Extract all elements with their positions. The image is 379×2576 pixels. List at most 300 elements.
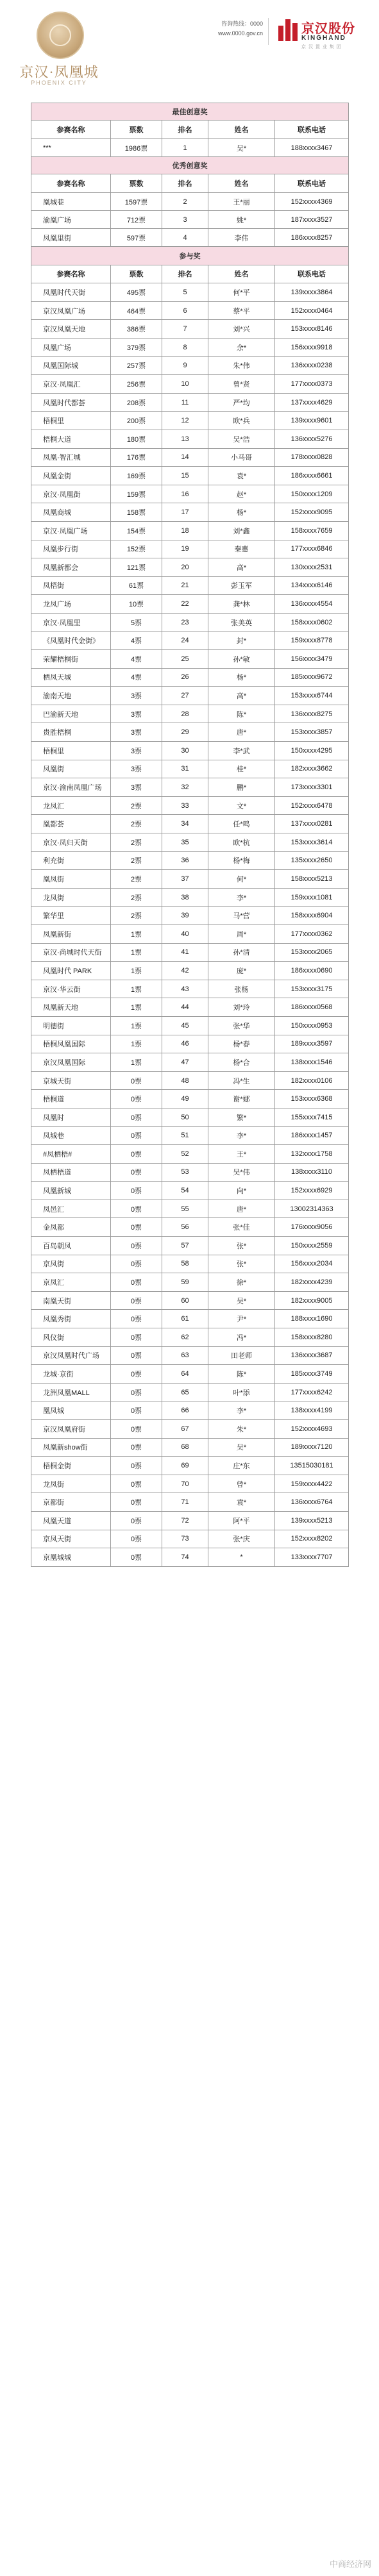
person-cell: 庄*东	[208, 1457, 275, 1475]
table-row	[31, 1126, 349, 1145]
table-row	[31, 723, 349, 742]
phone-cell: 186xxxx1457	[275, 1126, 349, 1145]
table-row	[31, 1291, 349, 1310]
entry-name-cell: 梧桐金街	[31, 1457, 111, 1475]
rank-cell: 57	[162, 1237, 208, 1255]
entry-name-cell: 凤梧街	[31, 576, 111, 595]
votes-cell: 0票	[111, 1493, 162, 1512]
rank-cell: 10	[162, 375, 208, 394]
person-cell: 唐*	[208, 723, 275, 742]
entry-name-cell: 栖凤天城	[31, 668, 111, 687]
rank-cell: 1	[162, 139, 208, 157]
page-header	[0, 0, 379, 96]
person-cell: 李*	[208, 1401, 275, 1420]
table-row	[31, 924, 349, 943]
votes-cell: 61票	[111, 576, 162, 595]
phone-cell: 158xxxx5213	[275, 870, 349, 889]
votes-cell: 1票	[111, 1016, 162, 1035]
table-row	[31, 943, 349, 962]
entry-name-cell: 利充街	[31, 851, 111, 870]
table-row	[31, 1237, 349, 1255]
person-cell: 赵*	[208, 485, 275, 503]
person-cell: 文*	[208, 796, 275, 815]
votes-cell: 2票	[111, 796, 162, 815]
table-row	[31, 1090, 349, 1108]
entry-name-cell: 京汉·凤归天街	[31, 833, 111, 852]
entry-name-cell: 凤凰时	[31, 1108, 111, 1126]
table-row	[31, 467, 349, 485]
votes-cell: 0票	[111, 1145, 162, 1164]
rank-cell: 72	[162, 1511, 208, 1530]
rank-cell: 49	[162, 1090, 208, 1108]
person-cell: 袁*	[208, 467, 275, 485]
phone-cell: 176xxxx9056	[275, 1218, 349, 1237]
phone-cell: 186xxxx8257	[275, 229, 349, 247]
entry-name-cell: 凤邑汇	[31, 1200, 111, 1218]
rank-cell: 15	[162, 467, 208, 485]
person-cell: 袁*	[208, 1493, 275, 1512]
rank-cell: 67	[162, 1420, 208, 1439]
person-cell: 高*	[208, 558, 275, 577]
rank-cell: 30	[162, 742, 208, 760]
rank-cell: 42	[162, 962, 208, 980]
phone-cell: 152xxxx0464	[275, 301, 349, 320]
rank-cell: 74	[162, 1548, 208, 1567]
votes-cell: 1票	[111, 924, 162, 943]
table-row	[31, 1493, 349, 1512]
person-cell: 向*	[208, 1182, 275, 1200]
votes-cell: 0票	[111, 1401, 162, 1420]
rank-cell: 58	[162, 1255, 208, 1273]
entry-name-cell: #凤栖梧#	[31, 1145, 111, 1164]
votes-cell: 256票	[111, 375, 162, 394]
phone-cell: 159xxxx8778	[275, 631, 349, 650]
excellent-section	[31, 157, 349, 247]
votes-cell: 3票	[111, 705, 162, 723]
entry-name-cell: 梧桐道	[31, 1090, 111, 1108]
rank-cell: 39	[162, 907, 208, 925]
votes-cell: 208票	[111, 393, 162, 412]
rank-cell: 44	[162, 998, 208, 1017]
votes-cell: 3票	[111, 723, 162, 742]
person-cell: 张*	[208, 1237, 275, 1255]
phone-cell: 153xxxx3614	[275, 833, 349, 852]
entry-name-cell: 凤凰街	[31, 760, 111, 778]
entry-name-cell: 京汉·凤凰广场	[31, 521, 111, 540]
person-cell: 阿*平	[208, 1511, 275, 1530]
votes-cell: 2票	[111, 815, 162, 833]
watermark: 中商经济网	[329, 2559, 371, 2569]
votes-cell: 169票	[111, 467, 162, 485]
votes-cell: 158票	[111, 503, 162, 522]
person-cell: 张*庆	[208, 1530, 275, 1548]
entry-name-cell: 京汉凤凰时代广场	[31, 1346, 111, 1365]
person-cell: 周*	[208, 924, 275, 943]
table-row	[31, 870, 349, 889]
phone-cell: 186xxxx0568	[275, 998, 349, 1017]
entry-name-cell: 渝南天地	[31, 687, 111, 705]
votes-cell: 464票	[111, 301, 162, 320]
table-row	[31, 1218, 349, 1237]
rank-cell: 64	[162, 1365, 208, 1384]
entry-name-cell: 凰都荟	[31, 815, 111, 833]
header-person: 姓名	[208, 121, 275, 139]
entry-name-cell: 凤栖梧道	[31, 1163, 111, 1182]
entry-name-cell: 凤城巷	[31, 1126, 111, 1145]
table-row	[31, 139, 349, 157]
entry-name-cell: 京凤天街	[31, 1530, 111, 1548]
entry-name-cell: 凰凤城	[31, 1401, 111, 1420]
person-cell: 唐*	[208, 1200, 275, 1218]
kinghand-logo	[277, 14, 367, 53]
phone-cell: 153xxxx3175	[275, 980, 349, 998]
votes-cell: 1票	[111, 1053, 162, 1072]
table-row	[31, 1145, 349, 1164]
phone-cell: 158xxxx8280	[275, 1328, 349, 1347]
rank-cell: 9	[162, 356, 208, 375]
header-votes: 票数	[111, 121, 162, 139]
person-cell: 吴*	[208, 139, 275, 157]
table-row	[31, 1182, 349, 1200]
entry-name-cell: 荣耀梧桐街	[31, 650, 111, 669]
entry-name-cell: 凤凰金街	[31, 467, 111, 485]
phone-cell: 187xxxx3527	[275, 211, 349, 229]
votes-cell: 0票	[111, 1475, 162, 1493]
table-row	[31, 815, 349, 833]
phoenix-emblem-icon	[37, 12, 84, 59]
rank-cell: 31	[162, 760, 208, 778]
entry-name-cell: 金凤都	[31, 1218, 111, 1237]
person-cell: 田老师	[208, 1346, 275, 1365]
phone-cell: 177xxxx6846	[275, 540, 349, 558]
table-row	[31, 1200, 349, 1218]
entry-name-cell: 凰凤街	[31, 870, 111, 889]
entry-name-cell: 京汉凤凰府街	[31, 1420, 111, 1439]
votes-cell: 0票	[111, 1530, 162, 1548]
rank-cell: 3	[162, 211, 208, 229]
phone-cell: 137xxxx4629	[275, 393, 349, 412]
person-cell: 李*武	[208, 742, 275, 760]
votes-cell: 0票	[111, 1310, 162, 1328]
votes-cell: 5票	[111, 613, 162, 631]
rank-cell: 60	[162, 1291, 208, 1310]
entry-name-cell: 凤凰新show街	[31, 1438, 111, 1457]
entry-name-cell: 龙凤汇	[31, 796, 111, 815]
rank-cell: 21	[162, 576, 208, 595]
table-row	[31, 393, 349, 412]
votes-cell: 3票	[111, 760, 162, 778]
table-row	[31, 962, 349, 980]
entry-name-cell: 凤凰国际城	[31, 356, 111, 375]
entry-name-cell: 凤凰天道	[31, 1511, 111, 1530]
table-row	[31, 1401, 349, 1420]
header-person: 姓名	[208, 174, 275, 193]
person-cell: 彭玉军	[208, 576, 275, 595]
entry-name-cell: 梧桐大道	[31, 430, 111, 448]
contact-website: www.0000.gov.cn	[218, 30, 263, 37]
entry-name-cell: 繁华里	[31, 907, 111, 925]
votes-cell: 0票	[111, 1218, 162, 1237]
entry-name-cell: 凤凰时代 PARK	[31, 962, 111, 980]
phone-cell: 152xxxx4369	[275, 193, 349, 211]
table-row	[31, 998, 349, 1017]
phone-cell: 139xxxx3864	[275, 283, 349, 302]
votes-cell: 0票	[111, 1126, 162, 1145]
table-row	[31, 595, 349, 614]
logo-title: 京汉·凤凰城	[19, 64, 99, 80]
phone-cell: 182xxxx9005	[275, 1291, 349, 1310]
phone-cell: 159xxxx4422	[275, 1475, 349, 1493]
person-cell: 刘*兴	[208, 320, 275, 339]
votes-cell: 10票	[111, 595, 162, 614]
phone-cell: 136xxxx3687	[275, 1346, 349, 1365]
person-cell: 孙*清	[208, 943, 275, 962]
entry-name-cell: 凤凰时代都荟	[31, 393, 111, 412]
entry-name-cell: 凤凰步行街	[31, 540, 111, 558]
header-entry-name: 参赛名称	[31, 121, 111, 139]
table-row	[31, 412, 349, 430]
person-cell: 李*	[208, 888, 275, 907]
entry-name-cell: 凤凰新天地	[31, 998, 111, 1017]
person-cell: 张*	[208, 1255, 275, 1273]
rank-cell: 26	[162, 668, 208, 687]
phone-cell: 134xxxx6146	[275, 576, 349, 595]
entry-name-cell: 京汉凤凰天地	[31, 320, 111, 339]
brand-name-cn: 京汉股份	[301, 22, 355, 36]
votes-cell: 1票	[111, 943, 162, 962]
votes-cell: 1票	[111, 962, 162, 980]
rank-cell: 50	[162, 1108, 208, 1126]
table-row	[31, 1457, 349, 1475]
rank-cell: 63	[162, 1346, 208, 1365]
phone-cell: 152xxxx9095	[275, 503, 349, 522]
person-cell: 杨*春	[208, 1035, 275, 1053]
votes-cell: 1986票	[111, 139, 162, 157]
table-row	[31, 229, 349, 247]
results-table	[31, 103, 349, 1567]
votes-cell: 0票	[111, 1511, 162, 1530]
entry-name-cell: 京汉凤凰国际	[31, 1053, 111, 1072]
table-row	[31, 796, 349, 815]
table-row	[31, 1365, 349, 1384]
votes-cell: 4票	[111, 650, 162, 669]
table-row	[31, 338, 349, 356]
section-title-row	[31, 247, 349, 265]
table-row	[31, 888, 349, 907]
table-row	[31, 1511, 349, 1530]
votes-cell: 152票	[111, 540, 162, 558]
rank-cell: 2	[162, 193, 208, 211]
section-title: 参与奖	[31, 247, 349, 265]
votes-cell: 597票	[111, 229, 162, 247]
section-title: 优秀创意奖	[31, 157, 349, 174]
person-cell: 陈*	[208, 1365, 275, 1384]
table-row	[31, 356, 349, 375]
person-cell: 尹*	[208, 1310, 275, 1328]
entry-name-cell: 巴渝新天地	[31, 705, 111, 723]
table-row	[31, 430, 349, 448]
table-row	[31, 668, 349, 687]
entry-name-cell: 凤凰新都会	[31, 558, 111, 577]
table-row	[31, 980, 349, 998]
rank-cell: 51	[162, 1126, 208, 1145]
entry-name-cell: 凤凰里街	[31, 229, 111, 247]
votes-cell: 3票	[111, 778, 162, 797]
entry-name-cell: 京凰城城	[31, 1548, 111, 1567]
entry-name-cell: 凤凰时代天街	[31, 283, 111, 302]
person-cell: 陈*	[208, 705, 275, 723]
brand-name-en: KINGHAND	[301, 35, 346, 42]
table-row	[31, 1108, 349, 1126]
entry-name-cell: 贵胜梧桐	[31, 723, 111, 742]
votes-cell: 121票	[111, 558, 162, 577]
phone-cell: 182xxxx0106	[275, 1071, 349, 1090]
table-row	[31, 631, 349, 650]
votes-cell: 2票	[111, 851, 162, 870]
person-cell: 封*	[208, 631, 275, 650]
entry-name-cell: 凤凰商城	[31, 503, 111, 522]
phone-cell: 152xxxx6929	[275, 1182, 349, 1200]
phone-cell: 158xxxx0602	[275, 613, 349, 631]
table-row	[31, 705, 349, 723]
rank-cell: 48	[162, 1071, 208, 1090]
entry-name-cell: 凰城巷	[31, 193, 111, 211]
rank-cell: 22	[162, 595, 208, 614]
table-row	[31, 1255, 349, 1273]
phone-cell: 188xxxx1690	[275, 1310, 349, 1328]
phone-cell: 136xxxx8275	[275, 705, 349, 723]
votes-cell: 257票	[111, 356, 162, 375]
rank-cell: 69	[162, 1457, 208, 1475]
person-cell: 李伟	[208, 229, 275, 247]
column-header-row	[31, 121, 349, 139]
table-row	[31, 1163, 349, 1182]
person-cell: 小马哥	[208, 448, 275, 467]
entry-name-cell: 梧桐里	[31, 412, 111, 430]
person-cell: 高*	[208, 687, 275, 705]
entry-name-cell: 百岛朝凤	[31, 1237, 111, 1255]
votes-cell: 386票	[111, 320, 162, 339]
person-cell: 吴*	[208, 1438, 275, 1457]
header-rank: 排名	[162, 121, 208, 139]
votes-cell: 159票	[111, 485, 162, 503]
table-row	[31, 1053, 349, 1072]
table-row	[31, 211, 349, 229]
votes-cell: 1票	[111, 1035, 162, 1053]
header-votes: 票数	[111, 174, 162, 193]
person-cell: 冯*生	[208, 1071, 275, 1090]
table-row	[31, 1475, 349, 1493]
person-cell: 曾*贤	[208, 375, 275, 394]
table-row	[31, 283, 349, 302]
table-row	[31, 851, 349, 870]
phone-cell: 159xxxx1081	[275, 888, 349, 907]
entry-name-cell: 京汉·凤凰街	[31, 485, 111, 503]
phone-cell: 156xxxx9918	[275, 338, 349, 356]
person-cell: 何*	[208, 870, 275, 889]
entry-name-cell: 京凤汇	[31, 1273, 111, 1292]
rank-cell: 5	[162, 283, 208, 302]
phone-cell: 185xxxx9672	[275, 668, 349, 687]
votes-cell: 0票	[111, 1255, 162, 1273]
person-cell: 严*均	[208, 393, 275, 412]
votes-cell: 0票	[111, 1090, 162, 1108]
column-header-row	[31, 265, 349, 283]
person-cell: 张*华	[208, 1016, 275, 1035]
phone-cell: 136xxxx5276	[275, 430, 349, 448]
votes-cell: 0票	[111, 1420, 162, 1439]
votes-cell: 1597票	[111, 193, 162, 211]
person-cell: 李*	[208, 1126, 275, 1145]
phone-cell: 138xxxx3110	[275, 1163, 349, 1182]
phone-cell: 182xxxx4239	[275, 1273, 349, 1292]
table-row	[31, 320, 349, 339]
phone-cell: 138xxxx1546	[275, 1053, 349, 1072]
header-phone: 联系电话	[275, 174, 349, 193]
rank-cell: 6	[162, 301, 208, 320]
votes-cell: 495票	[111, 283, 162, 302]
rank-cell: 34	[162, 815, 208, 833]
person-cell: 姚*	[208, 211, 275, 229]
phone-cell: 158xxxx7659	[275, 521, 349, 540]
entry-name-cell: 京汉·渝南凤凰广场	[31, 778, 111, 797]
phone-cell: 158xxxx6904	[275, 907, 349, 925]
person-cell: 马*营	[208, 907, 275, 925]
person-cell: 秦惠	[208, 540, 275, 558]
votes-cell: 0票	[111, 1291, 162, 1310]
rank-cell: 23	[162, 613, 208, 631]
phone-cell: 136xxxx0238	[275, 356, 349, 375]
table-row	[31, 1035, 349, 1053]
table-row	[31, 1273, 349, 1292]
votes-cell: 176票	[111, 448, 162, 467]
contact-hotline: 咨询热线：0000	[221, 21, 263, 27]
person-cell: 叶*添	[208, 1383, 275, 1401]
rank-cell: 20	[162, 558, 208, 577]
table-row	[31, 503, 349, 522]
votes-cell: 3票	[111, 742, 162, 760]
phone-cell: 189xxxx3597	[275, 1035, 349, 1053]
header-rank: 排名	[162, 265, 208, 283]
table-row	[31, 778, 349, 797]
entry-name-cell: 龙城·京街	[31, 1365, 111, 1384]
phone-cell: 153xxxx3857	[275, 723, 349, 742]
header-phone: 联系电话	[275, 265, 349, 283]
votes-cell: 1票	[111, 998, 162, 1017]
rank-cell: 46	[162, 1035, 208, 1053]
entry-name-cell: 《凤凰时代金街》	[31, 631, 111, 650]
votes-cell: 0票	[111, 1346, 162, 1365]
table-row	[31, 558, 349, 577]
rank-cell: 35	[162, 833, 208, 852]
phone-cell: 152xxxx4693	[275, 1420, 349, 1439]
entry-name-cell: 龙凤街	[31, 1475, 111, 1493]
rank-cell: 56	[162, 1218, 208, 1237]
votes-cell: 200票	[111, 412, 162, 430]
phone-cell: 189xxxx7120	[275, 1438, 349, 1457]
entry-name-cell: 京城天街	[31, 1071, 111, 1090]
rank-cell: 24	[162, 631, 208, 650]
phone-cell: 136xxxx6764	[275, 1493, 349, 1512]
table-row	[31, 1438, 349, 1457]
phone-cell: 130xxxx2531	[275, 558, 349, 577]
header-votes: 票数	[111, 265, 162, 283]
person-cell: 桂*	[208, 760, 275, 778]
rank-cell: 7	[162, 320, 208, 339]
section-title-row	[31, 103, 349, 121]
phone-cell: 139xxxx9601	[275, 412, 349, 430]
phone-cell: 153xxxx6744	[275, 687, 349, 705]
